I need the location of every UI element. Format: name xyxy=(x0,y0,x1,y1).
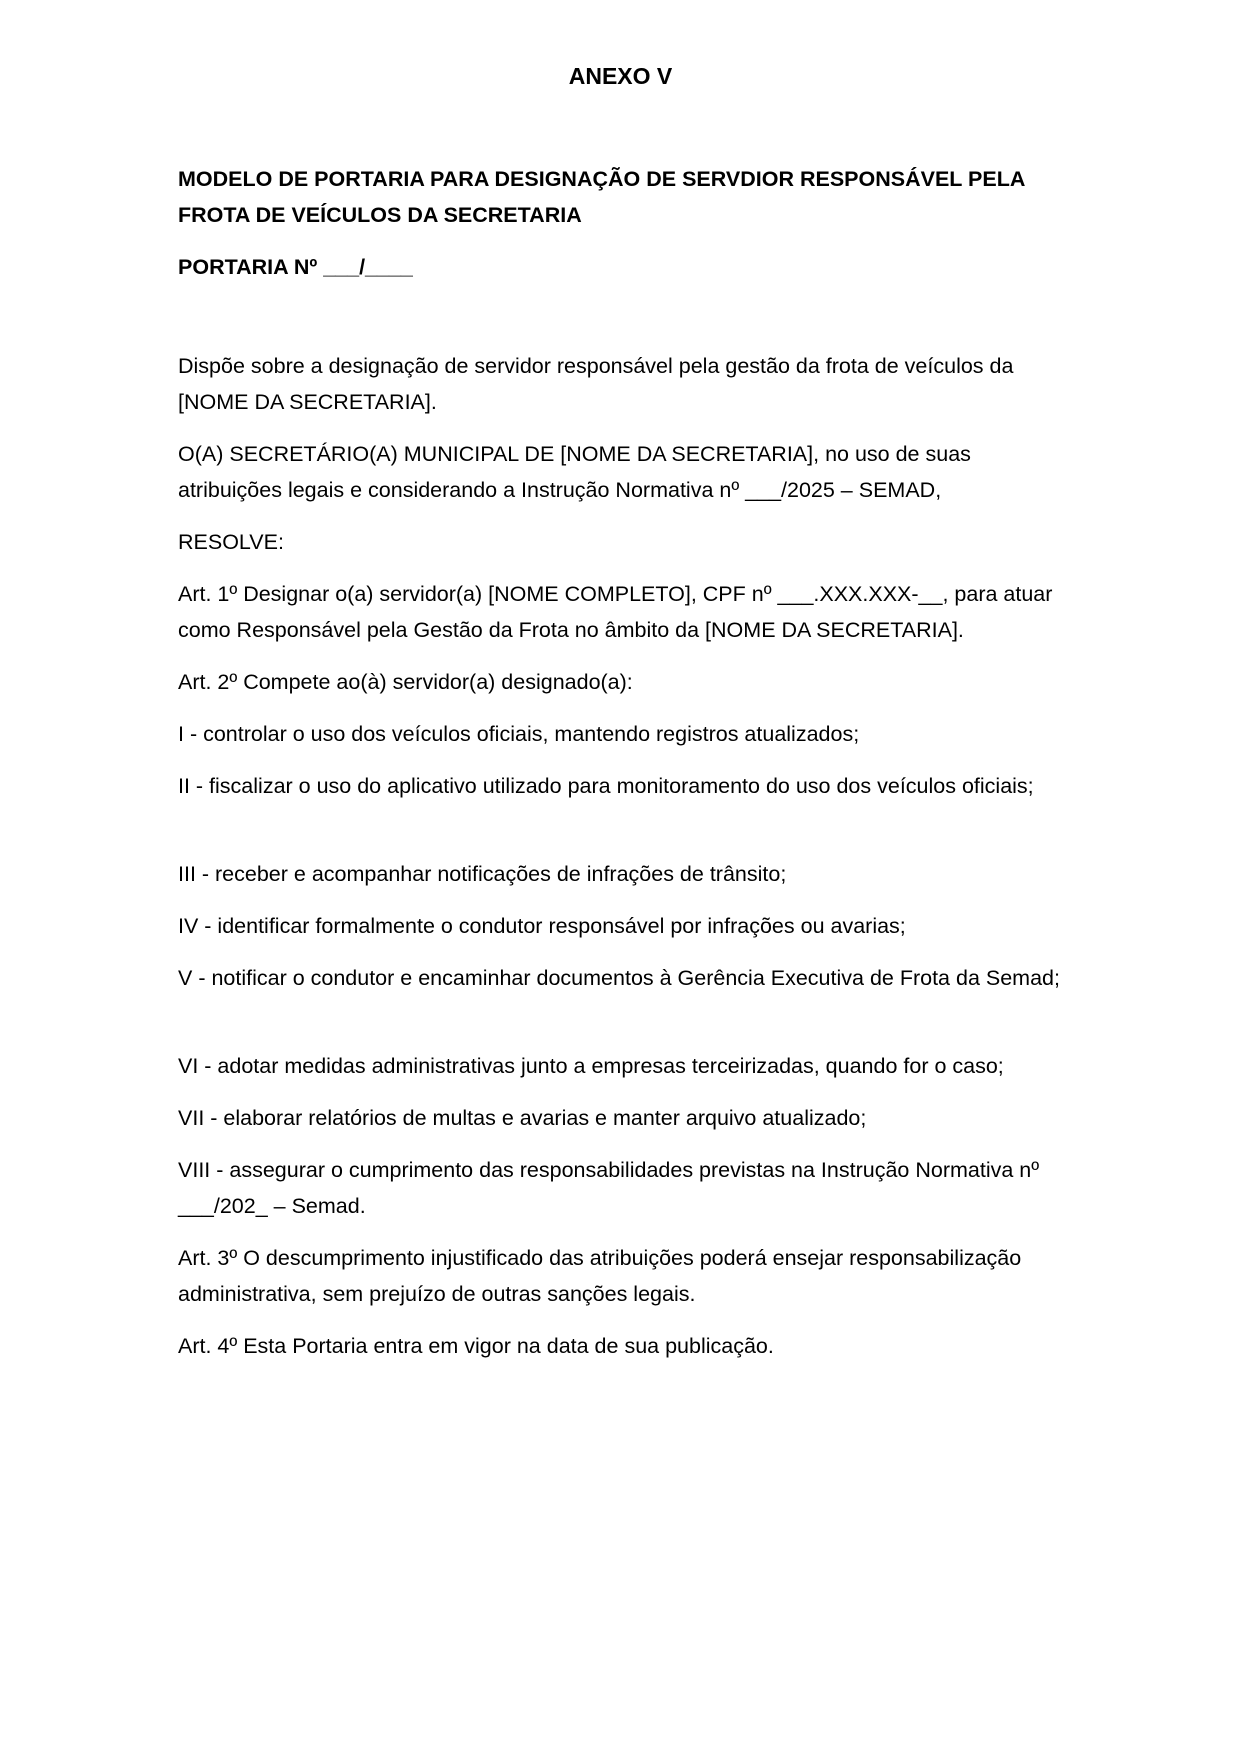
preamble-paragraph: O(A) SECRETÁRIO(A) MUNICIPAL DE [NOME DA SECRETARIA], no uso de suas atribuições legais e considerando a Instrução Normativa nº ___/2025 – SEMAD, xyxy=(178,442,971,502)
list-item-iii: III - receber e acompanhar notificações de infrações de trânsito; xyxy=(178,862,787,886)
summary-paragraph: Dispõe sobre a designação de servidor responsável pela gestão da frota de veículos da [NOME DA SECRETARIA]. xyxy=(178,354,1014,414)
list-item-i: I - controlar o uso dos veículos oficiais, mantendo registros atualizados; xyxy=(178,722,860,746)
article-2: Art. 2º Compete ao(à) servidor(a) designado(a): xyxy=(178,670,633,694)
article-1: Art. 1º Designar o(a) servidor(a) [NOME COMPLETO], CPF nº ___.XXX.XXX-__, para atuar como Responsável pela Gestão da Frota no âmbito da [NOME DA SECRETARIA]. xyxy=(178,582,1053,642)
list-item-iv: IV - identificar formalmente o condutor responsável por infrações ou avarias; xyxy=(178,914,906,938)
list-item-v: V - notificar o condutor e encaminhar documentos à Gerência Executiva de Frota da Semad; xyxy=(178,966,1060,990)
list-item-vi: VI - adotar medidas administrativas junto a empresas terceirizadas, quando for o caso; xyxy=(178,1054,1004,1078)
article-4: Art. 4º Esta Portaria entra em vigor na data de sua publicação. xyxy=(178,1334,774,1358)
model-title: MODELO DE PORTARIA PARA DESIGNAÇÃO DE SERVDIOR RESPONSÁVEL PELA FROTA DE VEÍCULOS DA SECRETARIA xyxy=(178,167,1025,227)
article-3: Art. 3º O descumprimento injustificado das atribuições poderá ensejar responsabilização administrativa, sem prejuízo de outras sanções legais. xyxy=(178,1246,1022,1306)
annex-title: ANEXO V xyxy=(568,63,673,89)
resolve-heading: RESOLVE: xyxy=(178,530,284,554)
list-item-vii: VII - elaborar relatórios de multas e avarias e manter arquivo atualizado; xyxy=(178,1106,867,1130)
list-item-ii: II - fiscalizar o uso do aplicativo utilizado para monitoramento do uso dos veículos oficiais; xyxy=(178,774,1034,798)
portaria-number: PORTARIA Nº ___/____ xyxy=(178,255,413,279)
list-item-viii: VIII - assegurar o cumprimento das responsabilidades previstas na Instrução Normativa nº ___/202_ – Semad. xyxy=(178,1158,1040,1218)
